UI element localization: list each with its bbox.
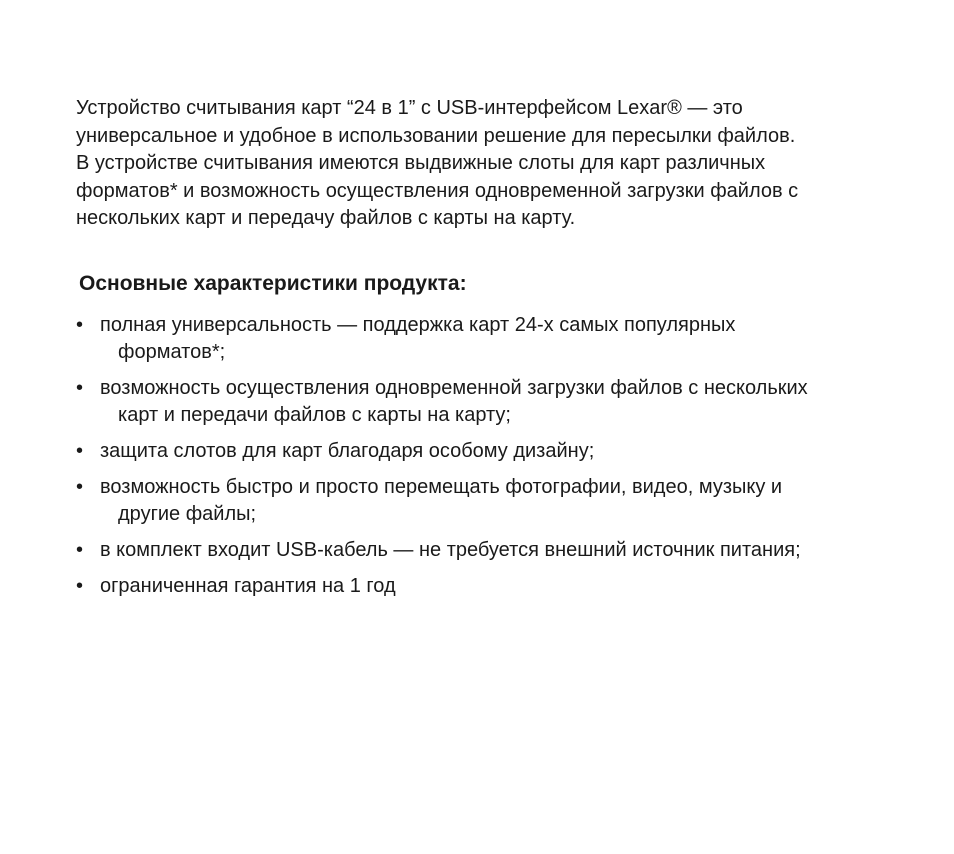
intro-line: форматов* и возможность осуществления одновременной загрузки файлов с (76, 179, 799, 202)
bullet-icon: • (76, 440, 84, 462)
feature-line: карт и передачи файлов с карты на карту; (118, 404, 511, 426)
feature-line: другие файлы; (118, 503, 257, 525)
features-heading: Основные характеристики продукта: (79, 272, 467, 295)
intro-line: Устройство считывания карт “24 в 1” с USB-интерфейсом Lexar® — это (76, 97, 743, 119)
feature-item (76, 474, 936, 528)
intro-line: В устройстве считывания имеются выдвижные слоты для карт различных (76, 152, 766, 174)
feature-item (76, 573, 936, 600)
feature-item (76, 375, 936, 429)
bullet-icon: • (76, 539, 84, 561)
feature-line: возможность быстро и просто перемещать фотографии, видео, музыку и (100, 476, 783, 498)
intro-line: универсальное и удобное в использовании решение для пересылки файлов. (76, 124, 796, 147)
feature-line: защита слотов для карт благодаря особому дизайну; (100, 440, 595, 462)
intro-line: нескольких карт и передачу файлов с карты на карту. (76, 207, 576, 229)
bullet-icon: • (76, 575, 84, 597)
feature-line: возможность осуществления одновременной загрузки файлов с нескольких (100, 377, 808, 399)
feature-item (76, 438, 936, 465)
feature-line: форматов*; (118, 341, 226, 363)
feature-item (76, 537, 936, 564)
bullet-icon: • (76, 314, 84, 336)
features-list (76, 312, 936, 609)
feature-item (76, 312, 936, 366)
feature-line: полная универсальность — поддержка карт 24-х самых популярных (100, 314, 736, 336)
intro-paragraph (76, 95, 916, 233)
feature-line: в комплект входит USB-кабель — не требуется внешний источник питания; (100, 539, 801, 561)
bullet-icon: • (76, 476, 84, 498)
bullet-icon: • (76, 377, 84, 399)
feature-line: ограниченная гарантия на 1 год (100, 575, 396, 597)
